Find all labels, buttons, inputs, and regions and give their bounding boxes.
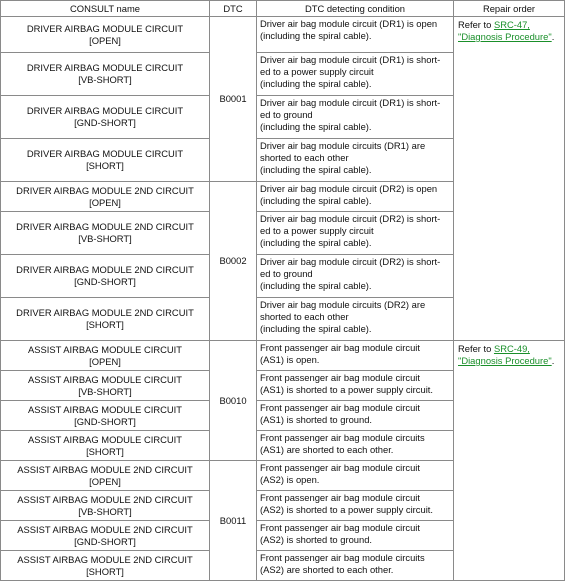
repair-suffix: . [551,355,555,366]
consult-name-line: ASSIST AIRBAG MODULE CIRCUIT [27,403,183,415]
consult-name-cell [1,17,210,53]
consult-name-cell [1,551,210,581]
condition-line: (including the spiral cable). [260,280,372,291]
repair-prefix: Refer to [458,343,494,354]
header-dtc: DTC [210,1,257,17]
consult-name-line: DRIVER AIRBAG MODULE 2ND CIRCUIT [16,264,194,275]
consult-name-line: DRIVER AIRBAG MODULE CIRCUIT [26,148,184,159]
condition-line: (including the spiral cable). [260,164,372,175]
condition-line: (AS1) are shorted to each other. [260,444,394,455]
condition-line: (AS1) is shorted to a power supply circuit. [260,384,433,395]
consult-name-state: [SHORT] [86,160,124,171]
detecting-condition-cell [257,298,454,341]
consult-name-line: ASSIST AIRBAG MODULE 2ND CIRCUIT [17,553,193,565]
table-row [1,341,565,371]
consult-name-line: DRIVER AIRBAG MODULE CIRCUIT [26,22,184,34]
detecting-condition-cell [257,139,454,182]
consult-name-state: [OPEN] [89,34,121,46]
condition-line: Front passenger air bag module circuit [260,462,420,473]
consult-name-cell [1,401,210,431]
condition-line: (including the spiral cable). [260,323,372,334]
condition-line: Front passenger air bag module circuit [260,342,420,353]
condition-line: Driver air bag module circuits (DR1) are [260,140,426,151]
consult-name-line: ASSIST AIRBAG MODULE CIRCUIT [27,343,183,355]
condition-line: (AS2) is shorted to a power supply circuit. [260,504,433,515]
condition-line: Front passenger air bag module circuit [260,402,420,413]
consult-name-state: [OPEN] [89,475,121,487]
dtc-code-cell: B0002 [210,182,257,341]
condition-line: Front passenger air bag module circuits [260,552,425,563]
condition-line: Driver air bag module circuit (DR2) is short- [260,213,441,224]
detecting-condition-cell [257,371,454,401]
condition-line: (AS2) is open. [260,474,320,485]
consult-name-line: ASSIST AIRBAG MODULE CIRCUIT [27,433,183,445]
header-detecting-condition: DTC detecting condition [257,1,454,17]
condition-line: (including the spiral cable). [260,78,372,89]
header-repair-order: Repair order [454,1,565,17]
consult-name-state: [VB-SHORT] [78,74,132,85]
condition-line: ed to ground [260,268,313,279]
condition-line: shorted to each other [260,311,349,322]
condition-line: Driver air bag module circuit (DR1) is short- [260,97,441,108]
detecting-condition-cell [257,255,454,298]
consult-name-cell [1,96,210,139]
consult-name-line: DRIVER AIRBAG MODULE 2ND CIRCUIT [16,184,194,196]
condition-line: ed to a power supply circuit [260,66,374,77]
detecting-condition-cell [257,96,454,139]
consult-name-state: [VB-SHORT] [78,233,132,244]
detecting-condition-cell [257,182,454,212]
consult-name-state: [VB-SHORT] [78,385,132,397]
detecting-condition-cell [257,431,454,461]
consult-name-line: DRIVER AIRBAG MODULE CIRCUIT [26,105,184,116]
consult-name-cell [1,298,210,341]
consult-name-state: [GND-SHORT] [74,415,136,427]
condition-line: (including the spiral cable). [260,237,372,248]
detecting-condition-cell [257,17,454,53]
repair-procedure-link[interactable]: SRC-47, "Diagnosis Procedure" [458,19,552,42]
condition-line: (including the spiral cable). [260,195,372,206]
condition-line: Driver air bag module circuit (DR2) is open [260,183,438,194]
repair-prefix: Refer to [458,19,494,30]
condition-line: (including the spiral cable). [260,30,372,41]
condition-line: (AS2) is shorted to ground. [260,534,373,545]
consult-name-line: ASSIST AIRBAG MODULE 2ND CIRCUIT [17,493,193,505]
condition-line: ed to ground [260,109,313,120]
dtc-code-cell: B0010 [210,341,257,461]
condition-line: Driver air bag module circuit (DR1) is short- [260,54,441,65]
repair-order-cell [454,341,565,581]
repair-suffix: . [551,31,555,42]
consult-name-state: [OPEN] [89,196,121,208]
consult-name-cell [1,139,210,182]
consult-name-cell [1,371,210,401]
consult-name-state: [OPEN] [89,355,121,367]
detecting-condition-cell [257,551,454,581]
condition-line: Driver air bag module circuits (DR2) are [260,299,426,310]
condition-line: Front passenger air bag module circuits [260,432,425,443]
consult-name-line: ASSIST AIRBAG MODULE 2ND CIRCUIT [17,463,193,475]
table-row [1,17,565,53]
consult-name-line: DRIVER AIRBAG MODULE 2ND CIRCUIT [16,307,194,318]
detecting-condition-cell [257,53,454,96]
condition-line: Front passenger air bag module circuit [260,372,420,383]
repair-procedure-link[interactable]: SRC-49, "Diagnosis Procedure" [458,343,552,366]
detecting-condition-cell [257,521,454,551]
consult-name-cell [1,461,210,491]
dtc-code-cell: B0011 [210,461,257,581]
consult-name-state: [SHORT] [86,445,124,457]
header-consult-name: CONSULT name [1,1,210,17]
condition-line: Front passenger air bag module circuit [260,492,420,503]
consult-name-state: [VB-SHORT] [78,505,132,517]
consult-name-cell [1,521,210,551]
consult-name-cell [1,491,210,521]
detecting-condition-cell [257,491,454,521]
consult-name-cell [1,53,210,96]
consult-name-cell [1,341,210,371]
consult-name-line: ASSIST AIRBAG MODULE CIRCUIT [27,373,183,385]
repair-order-cell [454,17,565,341]
consult-name-line: DRIVER AIRBAG MODULE 2ND CIRCUIT [16,221,194,232]
condition-line: (AS2) are shorted to each other. [260,564,394,575]
dtc-code-cell: B0001 [210,17,257,182]
detecting-condition-cell [257,212,454,255]
consult-name-cell [1,255,210,298]
consult-name-cell [1,431,210,461]
condition-line: Front passenger air bag module circuit [260,522,420,533]
detecting-condition-cell [257,461,454,491]
condition-line: ed to a power supply circuit [260,225,374,236]
detecting-condition-cell [257,401,454,431]
condition-line: (AS1) is shorted to ground. [260,414,373,425]
consult-name-state: [SHORT] [86,319,124,330]
condition-line: Driver air bag module circuit (DR2) is short- [260,256,441,267]
consult-name-state: [GND-SHORT] [74,276,136,287]
condition-line: Driver air bag module circuit (DR1) is open [260,18,438,29]
condition-line: shorted to each other [260,152,349,163]
detecting-condition-cell [257,341,454,371]
consult-name-line: ASSIST AIRBAG MODULE 2ND CIRCUIT [17,523,193,535]
consult-name-state: [GND-SHORT] [74,535,136,547]
consult-name-line: DRIVER AIRBAG MODULE CIRCUIT [26,62,184,73]
consult-name-cell [1,182,210,212]
consult-name-cell [1,212,210,255]
table-header-row [1,1,565,17]
condition-line: (including the spiral cable). [260,121,372,132]
consult-name-state: [GND-SHORT] [74,117,136,128]
condition-line: (AS1) is open. [260,354,320,365]
consult-name-state: [SHORT] [86,565,124,577]
